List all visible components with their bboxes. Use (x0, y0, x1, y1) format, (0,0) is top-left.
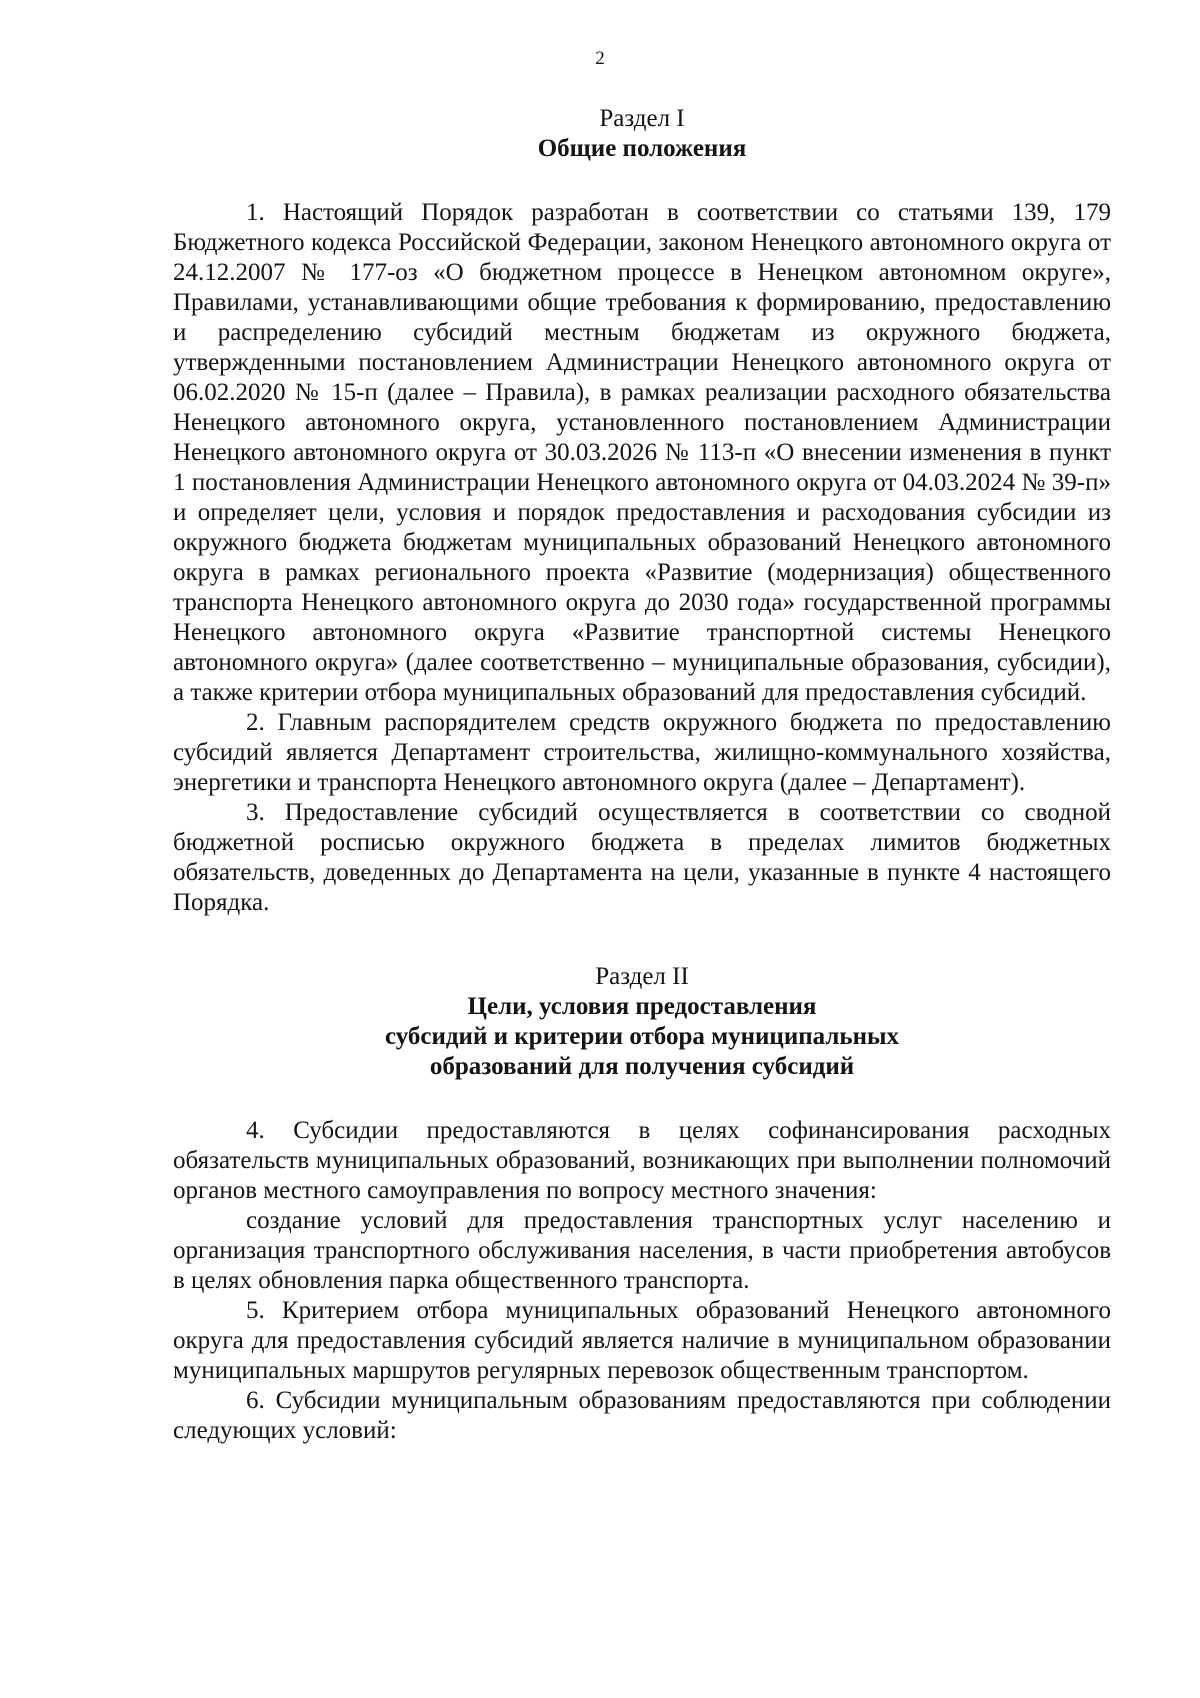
document-body (173, 104, 1111, 1446)
section-1-title: Общие положения (537, 135, 747, 162)
spacer (173, 164, 1111, 198)
paragraph-6: 6. Субсидии муниципальным образованиям предоставляются при соблюдении следующих условий: (173, 1387, 1111, 1444)
paragraph-1: 1. Настоящий Порядок разработан в соответствии со статьями 139, 179 Бюджетного кодекса Российской Федерации, законом Ненецкого автономного округа от 24.12.2007 № 177-оз «О бюджетном процессе в Ненецком автономном округе», Правилами, устанавливающими общие требования к формированию, предоставлению и распределению субсидий местным бюджетам из окружного бюджета, утвержденными постановлением Администрации Ненецкого автономного округа от 06.02.2020 № 15-п (далее – Правила), в рамках реализации расходного обязательства Ненецкого автономного округа, установленного постановлением Администрации Ненецкого автономного округа от 30.03.2026 № 113-п «О внесении изменения в пункт 1 постановления Администрации Ненецкого автономного округа от 04.03.2024 № 39-п» и определяет цели, условия и порядок предоставления и расходования субсидии из окружного бюджета бюджетам муниципальных образований Ненецкого автономного округа в рамках регионального проекта «Развитие (модернизация) общественного транспорта Ненецкого автономного округа до 2030 года» государственной программы Ненецкого автономного округа «Развитие транспортной системы Ненецкого автономного округа» (далее соответственно – муниципальные образования, субсидии), а также критерии отбора муниципальных образований для предоставления субсидий. (173, 199, 1111, 706)
section-1 (173, 104, 1111, 918)
paragraph-5: 5. Критерием отбора муниципальных образований Ненецкого автономного округа для предоставления субсидий является наличие в муниципальном образовании муниципальных маршрутов регулярных перевозок общественным транспортом. (173, 1297, 1111, 1384)
paragraph-4: 4. Субсидии предоставляются в целях софинансирования расходных обязательств муниципальных образований, возникающих при выполнении полномочий органов местного самоуправления по вопросу местного значения: (173, 1117, 1111, 1204)
paragraph-3: 3. Предоставление субсидий осуществляется в соответствии со сводной бюджетной росписью окружного бюджета в пределах лимитов бюджетных обязательств, доведенных до Департамента на цели, указанные в пункте 4 настоящего Порядка. (173, 799, 1111, 916)
paragraph-4-subitem: создание условий для предоставления транспортных услуг населению и организация транспортного обслуживания населения, в части приобретения автобусов в целях обновления парка общественного транспорта. (173, 1207, 1111, 1294)
paragraph-2: 2. Главным распорядителем средств окружного бюджета по предоставлению субсидий является Департамент строительства, жилищно-коммунального хозяйства, энергетики и транспорта Ненецкого автономного округа (далее – Департамент). (173, 709, 1111, 796)
section-2-label: Раздел II (595, 963, 689, 990)
section-2-title-line-2: субсидий и критерии отбора муниципальных (384, 1023, 900, 1050)
spacer (173, 1082, 1111, 1116)
section-1-label: Раздел I (599, 105, 685, 132)
section-2-title-line-1: Цели, условия предоставления (467, 993, 817, 1020)
section-2-title-line-3: образований для получения субсидий (429, 1053, 855, 1080)
page-number: 2 (595, 48, 605, 69)
section-2 (173, 962, 1111, 1446)
